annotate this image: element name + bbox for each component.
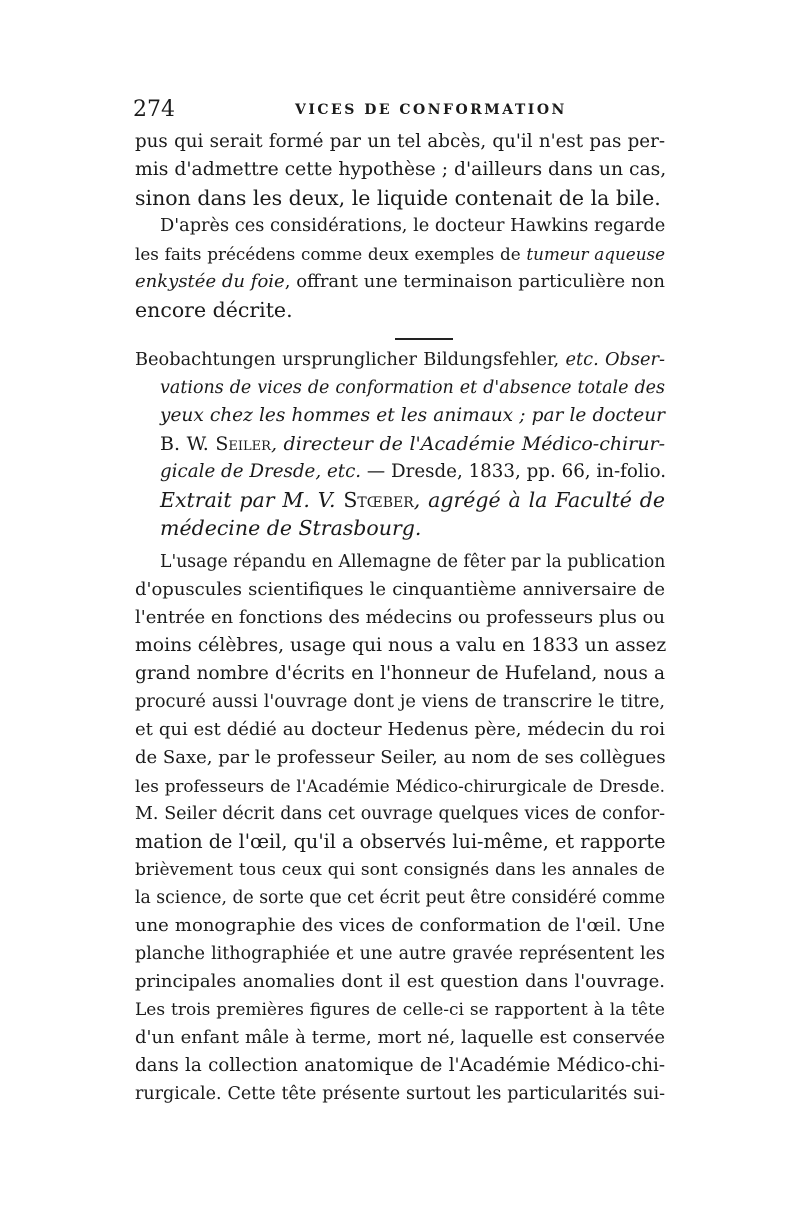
body-line: dans la collection anatomique de l'Académie Médico-chi- xyxy=(135,1055,665,1076)
body-line: la science, de sorte que cet écrit peut être considéré comme xyxy=(135,888,666,908)
review-heading-line xyxy=(160,430,665,458)
body-line: L'usage répandu en Allemagne de fêter par la publication xyxy=(160,552,666,572)
italic-run: Extrait par M. V. xyxy=(160,488,344,512)
italic-run: etc. Obser- xyxy=(565,350,665,370)
text-run: , offrant une terminaison particulière non xyxy=(284,271,665,292)
body-line: moins célèbres, usage qui nous a valu en 1833 un assez xyxy=(135,635,667,656)
italic-term: enkystée du foie xyxy=(135,271,285,292)
review-heading-line xyxy=(135,346,665,374)
body-line: Les trois premières figures de celle-ci se rapportent à la tête xyxy=(135,1000,665,1020)
italic-term: tumeur aqueuse xyxy=(526,244,665,264)
body-line: pus qui serait formé par un tel abcès, qu'il n'est pas per- xyxy=(135,131,665,152)
text-run: Beobachtungen ursprunglicher Bildungsfehler, xyxy=(135,350,566,370)
body-line: d'opuscules scientifiques le cinquantième anniversaire de xyxy=(135,579,665,600)
running-title: VICES DE CONFORMATION xyxy=(295,102,567,118)
text-run: — Dresde, 1833, pp. 66, in-folio. xyxy=(361,461,667,482)
review-heading-line: yeux chez les hommes et les animaux ; par le docteur xyxy=(160,405,665,426)
body-line: mation de l'œil, qu'il a observés lui-même, et rapporte xyxy=(135,830,666,853)
review-heading-line xyxy=(160,486,665,514)
body-line: sinon dans les deux, le liquide contenait de la bile. xyxy=(135,186,661,210)
body-line: l'entrée en fonctions des médecins ou professeurs plus ou xyxy=(135,607,665,628)
review-heading-line xyxy=(160,458,665,486)
body-line: rurgicale. Cette tête présente surtout les particularités sui- xyxy=(135,1084,665,1104)
review-heading-line: vations de vices de conformation et d'absence totale des xyxy=(160,378,665,398)
body-line: M. Seiler décrit dans cet ouvrage quelques vices de confor- xyxy=(135,804,665,824)
italic-run: gicale de Dresde, etc. xyxy=(160,461,362,482)
body-line: mis d'admettre cette hypothèse ; d'ailleurs dans un cas, xyxy=(135,159,667,180)
body-line: principales anomalies dont il est question dans l'ouvrage. xyxy=(135,971,665,992)
body-line: et qui est dédié au docteur Hedenus père, médecin du roi xyxy=(135,719,665,740)
page-number: 274 xyxy=(133,97,175,122)
body-line: planche lithographiée et une autre gravée représentent les xyxy=(135,944,665,964)
italic-run: , agrégé à la Faculté de xyxy=(413,488,665,512)
author-name: Seiler xyxy=(215,433,271,455)
body-line xyxy=(135,268,665,296)
section-divider xyxy=(395,338,453,340)
body-line: de Saxe, par le professeur Seiler, au nom de ses collègues xyxy=(135,747,666,768)
reviewer-name: Stœber xyxy=(343,488,414,512)
body-line: d'un enfant mâle à terme, mort né, laquelle est conservée xyxy=(135,1027,665,1048)
text-run: les faits précédens comme deux exemples de xyxy=(135,244,527,264)
body-line xyxy=(135,240,665,268)
review-heading-line: médecine de Strasbourg. xyxy=(160,516,422,540)
body-line: les professeurs de l'Académie Médico-chirurgicale de Dresde. xyxy=(135,776,665,796)
body-line: encore décrite. xyxy=(135,298,293,322)
text-run: B. W. xyxy=(160,433,216,455)
body-line: brièvement tous ceux qui sont consignés dans les annales de xyxy=(135,860,665,880)
italic-run: , directeur de l'Académie Médico-chirur- xyxy=(270,433,665,455)
body-line: grand nombre d'écrits en l'honneur de Hufeland, nous a xyxy=(135,663,665,684)
body-line: procuré aussi l'ouvrage dont je viens de transcrire le titre, xyxy=(135,692,665,712)
body-line: une monographie des vices de conformation de l'œil. Une xyxy=(135,915,665,936)
body-line: D'après ces considérations, le docteur Hawkins regarde xyxy=(160,216,666,236)
